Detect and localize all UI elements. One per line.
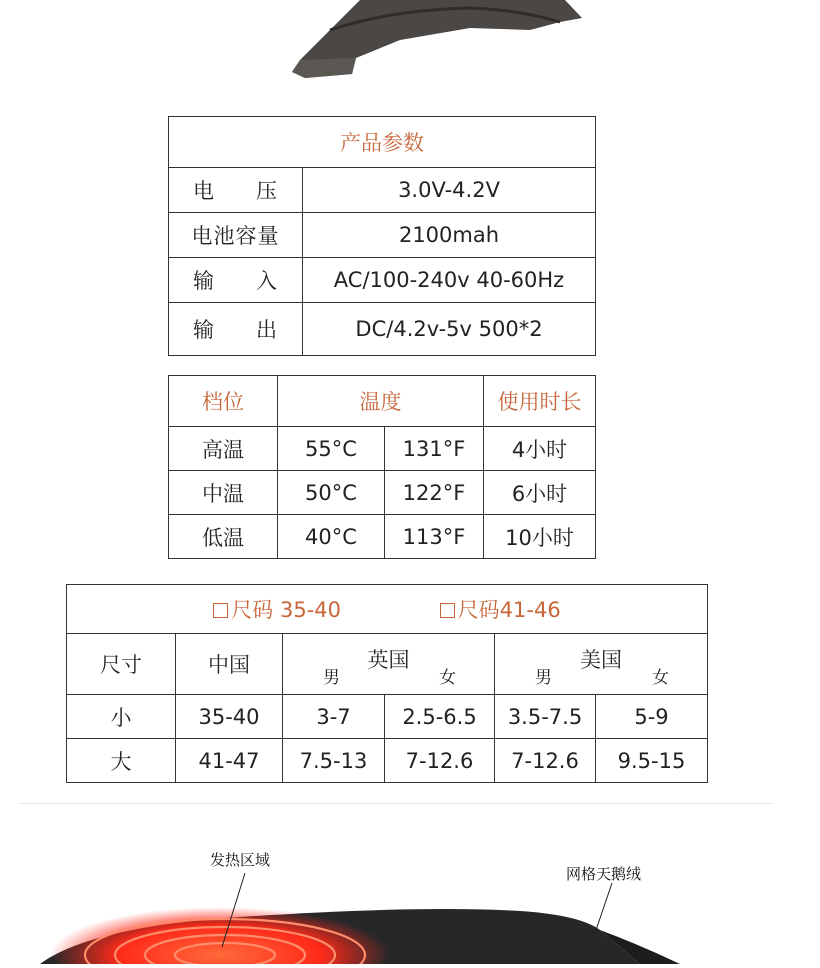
spec-row-output xyxy=(169,303,596,356)
size-cell: 7-12.6 xyxy=(495,739,596,783)
product-spec-table xyxy=(168,116,596,356)
temp-celsius: 55°C xyxy=(278,427,385,471)
heating-zone-label: 发热区域 xyxy=(210,851,271,869)
spec-label xyxy=(169,168,303,213)
temp-level: 高温 xyxy=(169,427,278,471)
size-cell: 7.5-13 xyxy=(283,739,385,783)
section-divider xyxy=(20,803,772,804)
temp-level: 低温 xyxy=(169,515,278,559)
size-row xyxy=(67,695,708,739)
spec-label xyxy=(169,303,303,356)
spec-row-capacity xyxy=(169,213,596,258)
mesh-material-label: 网格天鹅绒 xyxy=(566,865,642,883)
size-cell: 7-12.6 xyxy=(385,739,495,783)
spec-label: 电池容量 xyxy=(169,213,303,258)
size-cell: 41-47 xyxy=(176,739,283,783)
region-name: 美国 xyxy=(580,648,622,672)
gender-female-label: 女 xyxy=(652,668,669,688)
size-cell: 3-7 xyxy=(283,695,385,739)
temp-celsius: 50°C xyxy=(278,471,385,515)
gender-female-label: 女 xyxy=(439,668,456,688)
gender-male-label: 男 xyxy=(323,668,340,688)
temp-level: 中温 xyxy=(169,471,278,515)
size-header-uk xyxy=(283,634,495,695)
temp-row xyxy=(169,515,596,559)
size-header-size: 尺寸 xyxy=(67,634,176,695)
size-cell: 5-9 xyxy=(596,695,708,739)
spec-label-part: 输 xyxy=(193,318,215,342)
temp-fahrenheit: 113°F xyxy=(385,515,484,559)
temp-fahrenheit: 122°F xyxy=(385,471,484,515)
checkbox-icon xyxy=(440,603,455,618)
temp-row xyxy=(169,427,596,471)
spec-label-part: 输 xyxy=(193,269,215,293)
temp-duration: 6小时 xyxy=(484,471,596,515)
size-cell: 35-40 xyxy=(176,695,283,739)
spec-label-part: 压 xyxy=(256,179,278,203)
spec-row-input xyxy=(169,258,596,303)
spec-value: 2100mah xyxy=(303,213,596,258)
size-option-small[interactable] xyxy=(213,594,341,624)
size-option-label: 尺码 35-40 xyxy=(231,598,341,622)
size-cell: 2.5-6.5 xyxy=(385,695,495,739)
insole-illustration xyxy=(0,805,820,964)
spec-value: AC/100-240v 40-60Hz xyxy=(303,258,596,303)
spec-value: DC/4.2v-5v 500*2 xyxy=(303,303,596,356)
spec-label-part: 入 xyxy=(256,269,278,293)
size-header-us xyxy=(495,634,708,695)
heated-insole-image xyxy=(0,805,820,964)
spec-table-title: 产品参数 xyxy=(169,117,596,168)
temp-celsius: 40°C xyxy=(278,515,385,559)
region-name: 英国 xyxy=(367,648,410,672)
spec-label-part: 电 xyxy=(193,179,215,203)
size-option-large[interactable] xyxy=(440,594,561,624)
temp-duration: 10小时 xyxy=(484,515,596,559)
size-cell: 大 xyxy=(67,739,176,783)
size-cell: 9.5-15 xyxy=(596,739,708,783)
size-option-label: 尺码41-46 xyxy=(457,598,561,622)
size-options xyxy=(67,585,708,634)
temp-row xyxy=(169,471,596,515)
size-header-china: 中国 xyxy=(176,634,283,695)
size-cell: 3.5-7.5 xyxy=(495,695,596,739)
size-row xyxy=(67,739,708,783)
size-table xyxy=(66,584,708,783)
temp-fahrenheit: 131°F xyxy=(385,427,484,471)
size-cell: 小 xyxy=(67,695,176,739)
temp-header-level: 档位 xyxy=(169,376,278,427)
temperature-table xyxy=(168,375,596,559)
temp-header-duration: 使用时长 xyxy=(484,376,596,427)
temp-duration: 4小时 xyxy=(484,427,596,471)
spec-value: 3.0V-4.2V xyxy=(303,168,596,213)
product-photo-top xyxy=(0,0,820,90)
gender-male-label: 男 xyxy=(535,668,552,688)
spec-label-part: 出 xyxy=(256,318,278,342)
spec-row-voltage xyxy=(169,168,596,213)
checkbox-icon xyxy=(213,603,228,618)
spec-label xyxy=(169,258,303,303)
temp-header-temperature: 温度 xyxy=(278,376,484,427)
